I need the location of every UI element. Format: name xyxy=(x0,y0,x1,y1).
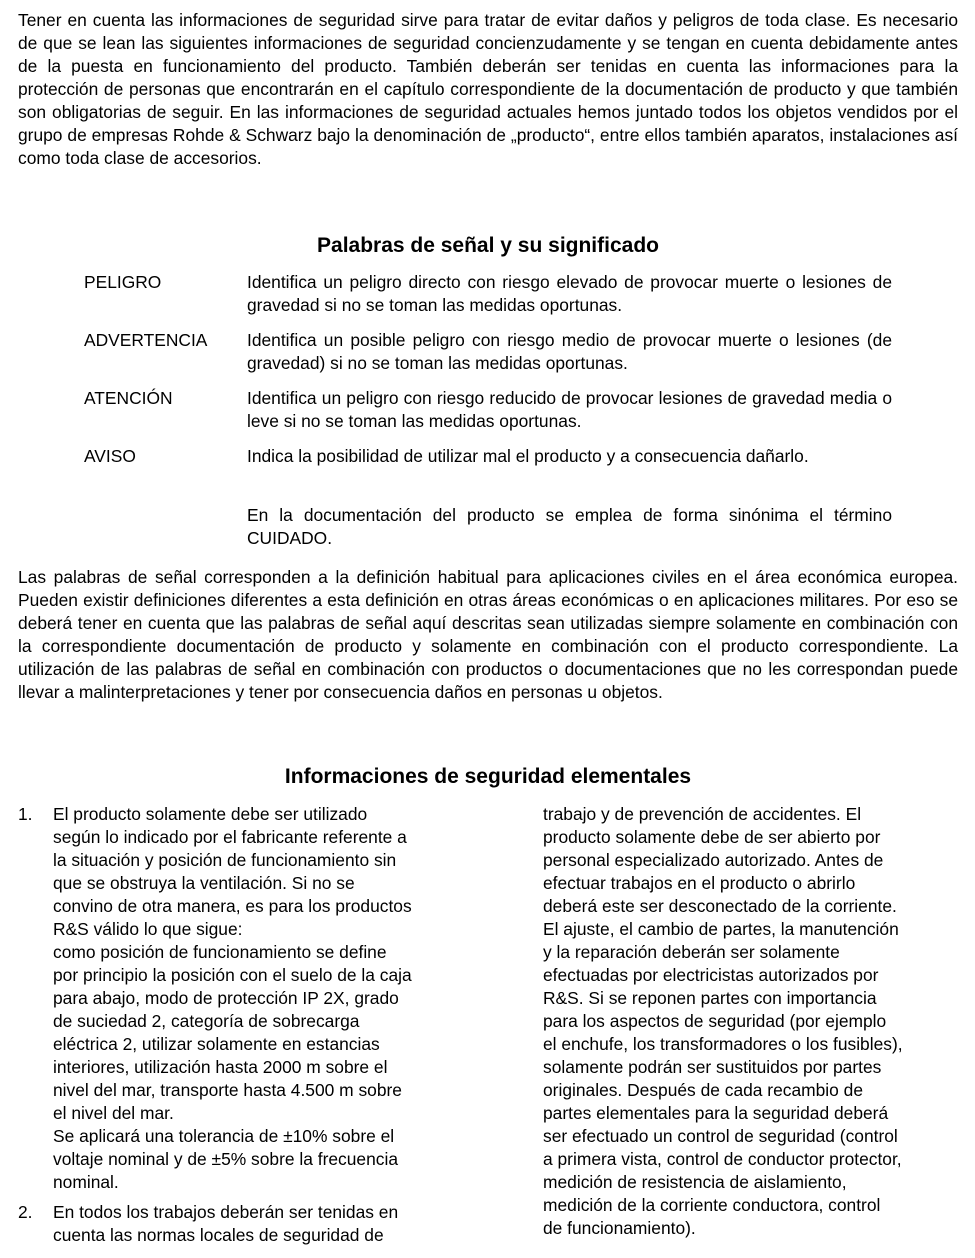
signal-word: AVISO xyxy=(84,446,136,466)
signal-word-definition: Indica la posibilidad de utilizar mal el producto y a consecuencia dañarlo. xyxy=(247,446,809,466)
basic-safety-heading: Informaciones de seguridad elementales xyxy=(284,765,692,788)
list-item xyxy=(18,1201,478,1247)
list-item-text: El producto solamente debe ser utilizado según lo indicado por el fabricante referente a la situación y posición de funcionamiento sin que se obstruya la ventilación. Si no se convino de otra manera, es para los productos R&S válido lo que sigue: como posición de funcionamiento se define por principio la posición con el suelo de la caja para abajo, modo de protección IP 2X, grado de suciedad 2, categoría de sobrecarga eléctrica 2, utilizar solamente en estancias interiores, utilización hasta 2000 m sobre el nivel del mar, transporte hasta 4.500 m sobre el nivel del mar. Se aplicará una tolerancia de ±10% sobre el voltaje nominal y de ±5% sobre la frecuencia nominal. xyxy=(53,804,412,1192)
signal-word-note: En la documentación del producto se emplea de forma sinónima el término CUIDADO. xyxy=(247,505,892,548)
list-item-text: En todos los trabajos deberán ser tenidas en cuenta las normas locales de seguridad de xyxy=(53,1202,399,1245)
signal-word-definition: Identifica un peligro directo con riesgo elevado de provocar muerte o lesiones de gravedad si no se toman las medidas oportunas. xyxy=(247,272,892,315)
list-item-number: 2. xyxy=(18,1202,33,1222)
list-item xyxy=(18,803,478,1194)
signal-word: PELIGRO xyxy=(84,272,162,292)
signal-word-definition: Identifica un peligro con riesgo reducido de provocar lesiones de gravedad media o leve si no se toman las medidas oportunas. xyxy=(247,388,892,431)
intro-paragraph: Tener en cuenta las informaciones de seguridad sirve para tratar de evitar daños y peligros de toda clase. Es necesario de que se lean las siguientes informaciones de seguridad concienzudamente y se tengan en cuenta debidamente antes de la puesta en funcionamiento del producto. También deberán ser tenidas en cuenta las informaciones para la protección de personas que encontrarán en el capítulo correspondiente de la documentación de producto y que también son obligatorias de seguir. En las informaciones de seguridad actuales hemos juntado todos los objetos vendidos por el grupo de empresas Rohde & Schwarz bajo la denominación de „producto“, entre ellos también aparatos, instalaciones así como toda clase de accesorios. xyxy=(18,10,958,168)
list-item-number: 1. xyxy=(18,804,33,824)
signal-words-heading: Palabras de señal y su significado xyxy=(317,234,659,257)
right-column-text: trabajo y de prevención de accidentes. El producto solamente debe de ser abierto por personal especializado autorizado. Antes de efectuar trabajos en el producto o abrirlo deberá este ser desconectado de la corriente. El ajuste, el cambio de partes, la manutención y la reparación deberán ser solamente efectuadas por electricistas autorizados por R&S. Si se reponen partes con importancia para los aspectos de seguridad (por ejemplo el enchufe, los transformadores o los fusibles), solamente podrán ser sustituidos por partes originales. Después de cada recambio de partes elementales para la seguridad deberá ser efectuado un control de seguridad (control a primera vista, control de conductor protector, medición de resistencia de aislamiento, medición de la corriente conductora, control de funcionamiento). xyxy=(543,804,903,1238)
signal-words-paragraph: Las palabras de señal corresponden a la definición habitual para aplicaciones civiles en el área económica europea. Pueden existir definiciones diferentes a esta definición en otras áreas económicas o en aplicaciones militares. Por eso se deberá tener en cuenta que las palabras de señal aquí descritas sean utilizadas siempre solamente en combinación con la correspondiente documentación de producto y solamente en combinación con el producto correspondiente. La utilización de las palabras de señal en combinación con productos o documentaciones que no les correspondan puede llevar a malinterpretaciones y tener por consecuencia daños en personas u objetos. xyxy=(18,567,958,702)
left-column xyxy=(18,803,478,1247)
signal-word-definition: Identifica un posible peligro con riesgo medio de provocar muerte o lesiones (de gravedad) si no se toman las medidas oportunas. xyxy=(247,330,892,373)
signal-word: ATENCIÓN xyxy=(84,388,173,408)
signal-word: ADVERTENCIA xyxy=(84,330,208,350)
